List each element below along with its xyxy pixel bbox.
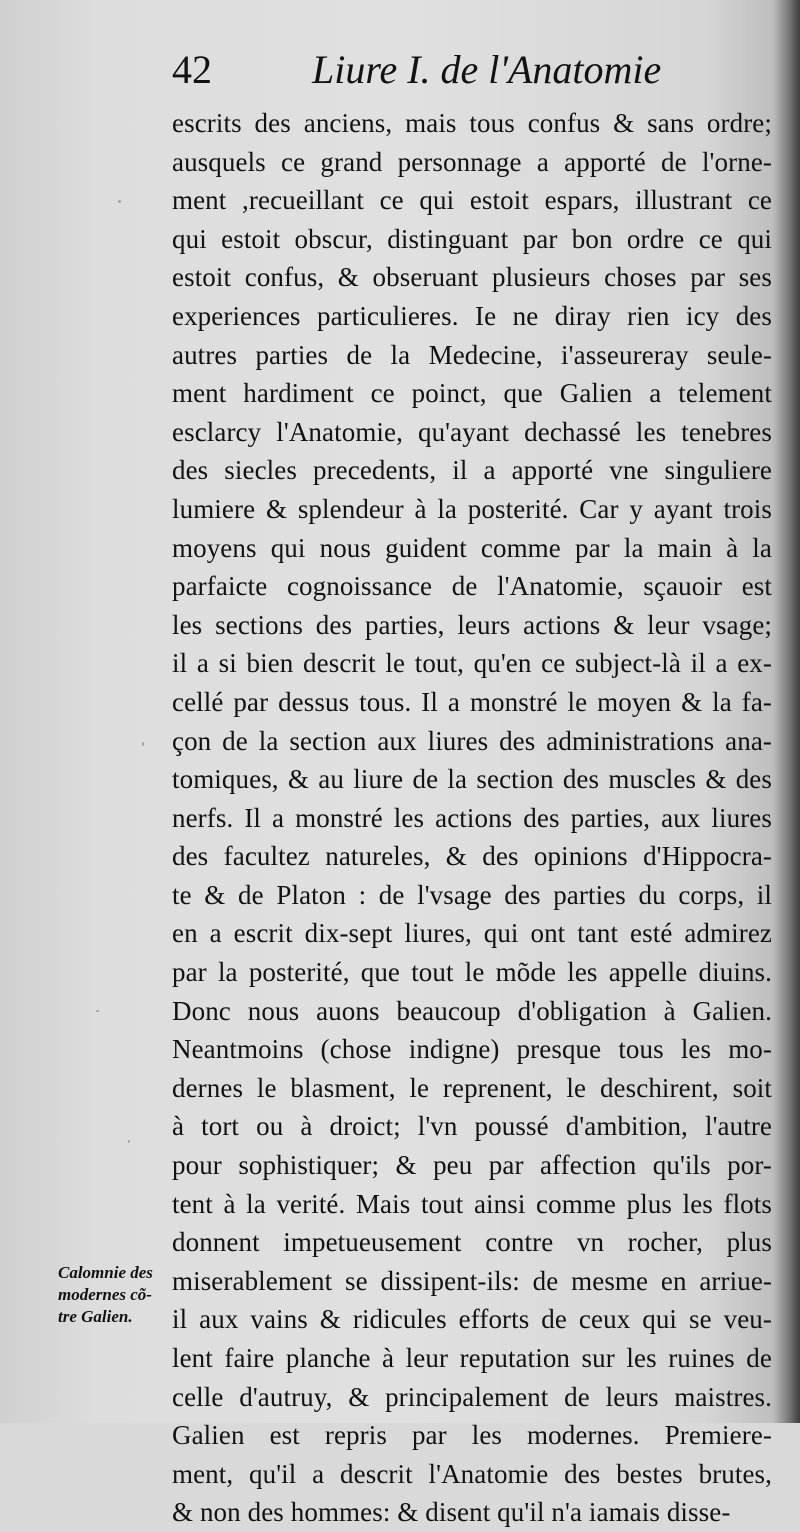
paper-speck bbox=[118, 200, 121, 203]
text-line: des siecles precedents, il a apporté vne singuliere bbox=[172, 455, 772, 486]
page-header bbox=[172, 42, 772, 98]
text-line: Neantmoins (chose indigne) presque tous les mo- bbox=[172, 1034, 772, 1065]
paper-speck bbox=[96, 1010, 99, 1012]
text-line: les sections des parties, leurs actions & leur vsage; bbox=[172, 609, 772, 640]
text-line: esclarcy l'Anatomie, qu'ayant dechassé les tenebres bbox=[172, 416, 772, 447]
text-line: miserablement se dissipent-ils: de mesme en arriue- bbox=[172, 1265, 772, 1296]
text-line: Galien est repris par les modernes. Premiere- bbox=[172, 1420, 772, 1451]
text-line: lumiere & splendeur à la posterité. Car y ayant trois bbox=[172, 493, 772, 524]
text-line: cellé par dessus tous. Il a monstré le moyen & la fa- bbox=[172, 686, 772, 717]
page-edge-shadow bbox=[772, 0, 800, 1423]
margin-note bbox=[58, 1262, 170, 1328]
body-text bbox=[172, 104, 772, 1532]
paper-speck bbox=[142, 742, 144, 746]
text-line: tomiques, & au liure de la section des muscles & des bbox=[172, 764, 772, 795]
text-line: pour sophistiquer; & peu par affection qu'ils por- bbox=[172, 1150, 772, 1181]
text-line: à tort ou à droict; l'vn poussé d'ambition, l'autre bbox=[172, 1111, 772, 1142]
text-line: il a si bien descrit le tout, qu'en ce subject-là il a ex- bbox=[172, 648, 772, 679]
text-line: te & de Platon : de l'vsage des parties du corps, il bbox=[172, 879, 772, 910]
text-line: qui estoit obscur, distinguant par bon ordre ce qui bbox=[172, 223, 772, 254]
text-line: escrits des anciens, mais tous confus & sans ordre; bbox=[172, 108, 772, 138]
running-head: Liure I. de l'Anatomie bbox=[312, 47, 662, 92]
paper-speck bbox=[128, 1140, 130, 1143]
text-line: autres parties de la Medecine, i'asseureray seule- bbox=[172, 339, 772, 370]
margin-note-line: tre Galien. bbox=[58, 1307, 133, 1326]
text-line: ment hardiment ce poinct, que Galien a telement bbox=[172, 378, 772, 409]
text-line: ausquels ce grand personnage a apporté de l'orne- bbox=[172, 146, 772, 177]
text-line: & non des hommes: & disent qu'il n'a iamais disse- bbox=[172, 1497, 731, 1528]
page-number: 42 bbox=[172, 47, 212, 92]
margin-note-line: Calomnie des bbox=[58, 1263, 153, 1282]
text-line: dernes le blasment, le reprenent, le deschirent, soit bbox=[172, 1072, 772, 1103]
text-line: celle d'autruy, & principalement de leurs maistres. bbox=[172, 1381, 772, 1412]
text-line: moyens qui nous guident comme par la main à la bbox=[172, 532, 772, 563]
text-line: Donc nous auons beaucoup d'obligation à Galien. bbox=[172, 995, 772, 1026]
text-line: ment, qu'il a descrit l'Anatomie des bestes brutes, bbox=[172, 1458, 772, 1489]
text-line: lent faire planche à leur reputation sur les ruines de bbox=[172, 1343, 772, 1373]
text-line: ment ,recueillant ce qui estoit espars, illustrant ce bbox=[172, 185, 772, 216]
text-line: experiences particulieres. Ie ne diray rien icy des bbox=[172, 300, 772, 331]
text-line: donnent impetueusement contre vn rocher, plus bbox=[172, 1227, 772, 1258]
text-line: nerfs. Il a monstré les actions des parties, aux liures bbox=[172, 802, 772, 833]
margin-note-line: modernes cõ- bbox=[58, 1285, 152, 1304]
text-line: parfaicte cognoissance de l'Anatomie, sçauoir est bbox=[172, 571, 772, 602]
text-line: par la posterité, que tout le mõde les appelle diuins. bbox=[172, 957, 772, 988]
text-line: des facultez natureles, & des opinions d'Hippocra- bbox=[172, 841, 772, 872]
text-line: estoit confus, & obseruant plusieurs choses par ses bbox=[172, 262, 772, 293]
text-line: çon de la section aux liures des administrations ana- bbox=[172, 725, 772, 756]
text-line: tent à la verité. Mais tout ainsi comme plus les flots bbox=[172, 1188, 772, 1219]
text-line: en a escrit dix-sept liures, qui ont tant esté admirez bbox=[172, 918, 772, 949]
text-line: il aux vains & ridicules efforts de ceux qui se veu- bbox=[172, 1304, 772, 1335]
